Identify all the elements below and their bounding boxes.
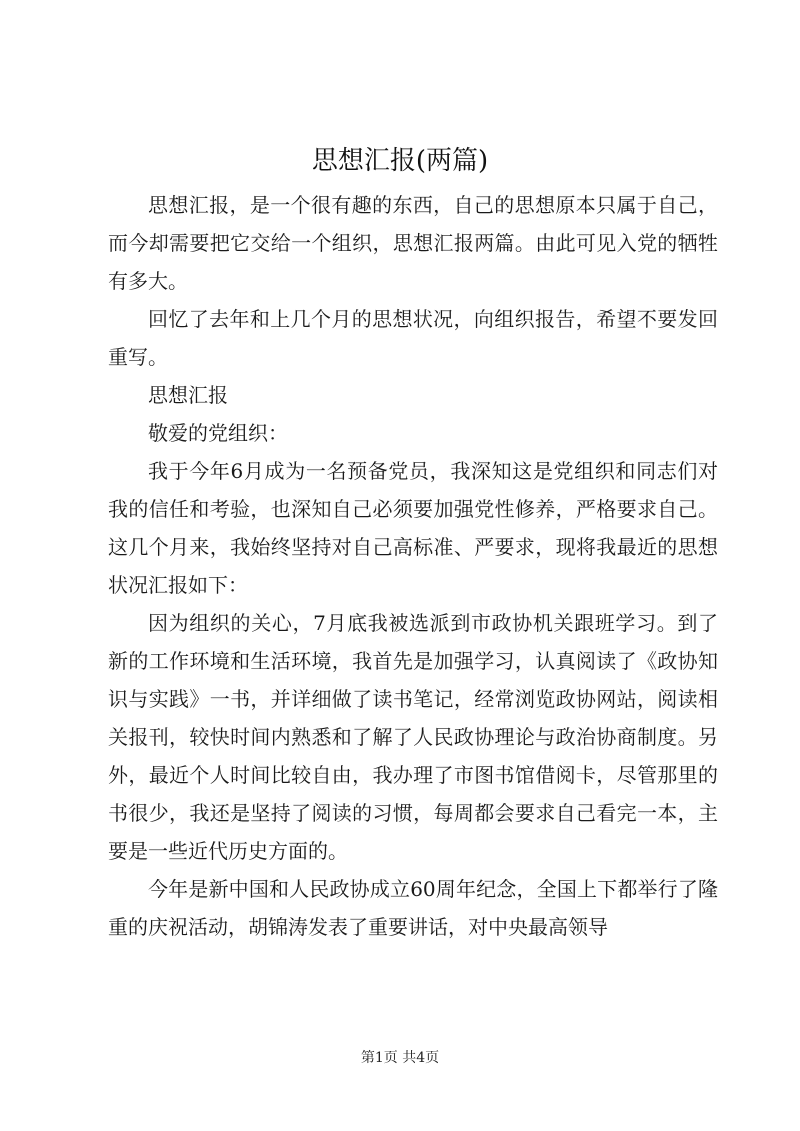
paragraph-anniversary: 今年是新中国和人民政协成立60周年纪念，全国上下都举行了隆重的庆祝活动，胡锦涛发表了重要讲话，对中央最高领导 [108,877,718,939]
salutation: 敬爱的党组织： [148,421,288,445]
paragraph-intro: 思想汇报，是一个很有趣的东西，自己的思想原本只属于自己，而今却需要把它交给一个组织，思想汇报两篇。由此可见入党的牺牲有多大。 [108,193,718,293]
document-title: 思想汇报(两篇) [311,146,489,176]
document-body [108,186,718,946]
paragraph-recall: 回忆了去年和上几个月的思想状况，向组织报告，希望不要发回重写。 [108,307,718,369]
paragraph-study: 因为组织的关心，7月底我被选派到市政协机关跟班学习。到了新的工作环境和生活环境，我首先是加强学习，认真阅读了《政协知识与实践》一书，并详细做了读书笔记，经常浏览政协网站，阅读相关报刊，较快时间内熟悉和了解了人民政协理论与政治协商制度。另外，最近个人时间比较自由，我办理了市图书馆借阅卡，尽管那里的书很少，我还是坚持了阅读的习惯，每周都会要求自己看完一本，主要是一些近代历史方面的。 [108,611,718,863]
paragraph-probationary: 我于今年6月成为一名预备党员，我深知这是党组织和同志们对我的信任和考验，也深知自己必须要加强党性修养，严格要求自己。这几个月来，我始终坚持对自己高标准、严要求，现将我最近的思想状况汇报如下： [108,459,718,597]
section-heading: 思想汇报 [148,383,228,407]
page-footer: 第1页 共4页 [360,1050,440,1066]
